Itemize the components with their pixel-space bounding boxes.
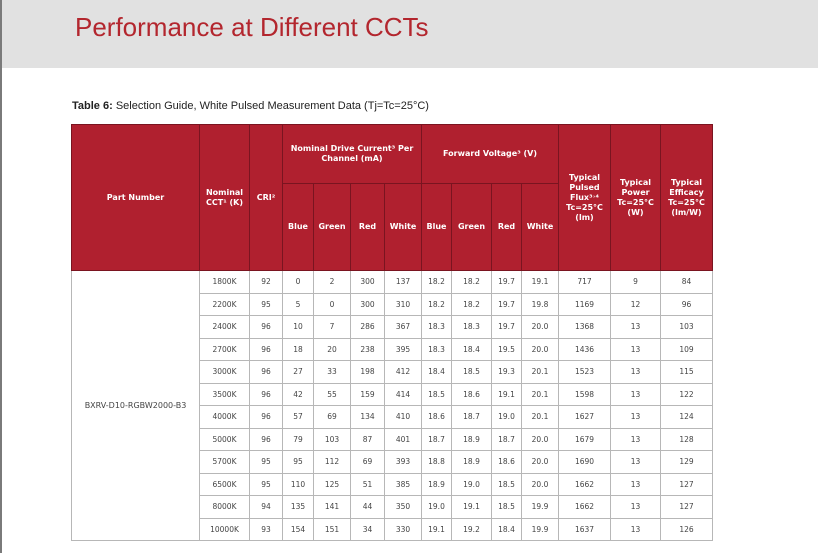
cell-voltage-green: 18.9 (452, 428, 492, 451)
cell-power: 13 (611, 496, 661, 519)
cell-power: 13 (611, 338, 661, 361)
header-current-red: Red (351, 184, 385, 271)
header-part-number: Part Number (72, 125, 200, 271)
table-caption (72, 100, 429, 112)
cell-current-blue: 5 (283, 293, 314, 316)
cell-voltage-blue: 18.9 (422, 473, 452, 496)
cell-efficacy: 103 (661, 316, 713, 339)
cell-current-green: 141 (314, 496, 351, 519)
cell-current-white: 350 (385, 496, 422, 519)
cell-efficacy: 129 (661, 451, 713, 474)
cell-current-white: 385 (385, 473, 422, 496)
cell-cri: 93 (250, 518, 283, 541)
cell-current-green: 20 (314, 338, 351, 361)
header-pulsed-flux: Typical Pulsed Flux³˒⁴ Tc=25°C (lm) (559, 125, 611, 271)
cell-cri: 96 (250, 383, 283, 406)
cell-current-blue: 42 (283, 383, 314, 406)
cell-voltage-green: 18.2 (452, 293, 492, 316)
cell-voltage-blue: 18.2 (422, 293, 452, 316)
cell-cri: 96 (250, 406, 283, 429)
header-forward-voltage: Forward Voltage³ (V) (422, 125, 559, 184)
cell-power: 13 (611, 428, 661, 451)
cell-voltage-blue: 18.5 (422, 383, 452, 406)
table-body (72, 271, 713, 541)
cell-current-blue: 27 (283, 361, 314, 384)
cell-efficacy: 127 (661, 473, 713, 496)
cell-nominal-cct: 4000K (200, 406, 250, 429)
cell-current-blue: 57 (283, 406, 314, 429)
header-voltage-blue: Blue (422, 184, 452, 271)
cell-current-blue: 95 (283, 451, 314, 474)
cell-pulsed-flux: 1662 (559, 496, 611, 519)
cell-current-green: 2 (314, 271, 351, 294)
cell-voltage-green: 18.5 (452, 361, 492, 384)
cell-pulsed-flux: 1637 (559, 518, 611, 541)
cell-current-red: 300 (351, 293, 385, 316)
cell-voltage-green: 18.6 (452, 383, 492, 406)
cell-voltage-green: 18.9 (452, 451, 492, 474)
cell-pulsed-flux: 1169 (559, 293, 611, 316)
cell-voltage-red: 19.5 (492, 338, 522, 361)
cell-voltage-white: 20.0 (522, 428, 559, 451)
cell-cri: 95 (250, 451, 283, 474)
cell-current-red: 286 (351, 316, 385, 339)
cell-voltage-green: 19.1 (452, 496, 492, 519)
cell-current-white: 414 (385, 383, 422, 406)
header-cri: CRI² (250, 125, 283, 271)
cell-voltage-green: 19.0 (452, 473, 492, 496)
cell-nominal-cct: 8000K (200, 496, 250, 519)
cell-nominal-cct: 10000K (200, 518, 250, 541)
cell-voltage-blue: 18.3 (422, 338, 452, 361)
cell-voltage-green: 18.7 (452, 406, 492, 429)
cell-current-white: 401 (385, 428, 422, 451)
cell-voltage-red: 18.6 (492, 451, 522, 474)
cell-nominal-cct: 1800K (200, 271, 250, 294)
cell-voltage-red: 19.7 (492, 271, 522, 294)
cell-voltage-white: 19.9 (522, 518, 559, 541)
cell-current-red: 51 (351, 473, 385, 496)
header-current-blue: Blue (283, 184, 314, 271)
cell-voltage-blue: 18.2 (422, 271, 452, 294)
cell-current-green: 0 (314, 293, 351, 316)
cell-power: 13 (611, 518, 661, 541)
cell-cri: 94 (250, 496, 283, 519)
cell-current-red: 159 (351, 383, 385, 406)
cell-cri: 96 (250, 361, 283, 384)
cell-pulsed-flux: 717 (559, 271, 611, 294)
cell-voltage-white: 20.1 (522, 383, 559, 406)
cell-voltage-red: 19.7 (492, 316, 522, 339)
header-voltage-white: White (522, 184, 559, 271)
cell-efficacy: 96 (661, 293, 713, 316)
cell-current-blue: 18 (283, 338, 314, 361)
cell-voltage-blue: 18.4 (422, 361, 452, 384)
cell-pulsed-flux: 1523 (559, 361, 611, 384)
cell-voltage-red: 19.3 (492, 361, 522, 384)
cell-current-white: 367 (385, 316, 422, 339)
cell-voltage-green: 18.2 (452, 271, 492, 294)
cell-voltage-red: 19.0 (492, 406, 522, 429)
cell-voltage-blue: 19.1 (422, 518, 452, 541)
cell-current-red: 69 (351, 451, 385, 474)
cell-voltage-red: 18.4 (492, 518, 522, 541)
cell-voltage-red: 19.1 (492, 383, 522, 406)
cell-cri: 96 (250, 316, 283, 339)
header-current-green: Green (314, 184, 351, 271)
cell-voltage-red: 18.7 (492, 428, 522, 451)
cell-current-blue: 79 (283, 428, 314, 451)
cell-pulsed-flux: 1436 (559, 338, 611, 361)
cell-power: 13 (611, 361, 661, 384)
cell-cri: 96 (250, 428, 283, 451)
table-row (72, 271, 713, 294)
cell-cri: 96 (250, 338, 283, 361)
cell-current-green: 125 (314, 473, 351, 496)
header-current-white: White (385, 184, 422, 271)
cell-pulsed-flux: 1690 (559, 451, 611, 474)
cell-voltage-white: 20.0 (522, 451, 559, 474)
cell-pulsed-flux: 1627 (559, 406, 611, 429)
cell-pulsed-flux: 1598 (559, 383, 611, 406)
cell-voltage-red: 18.5 (492, 496, 522, 519)
cell-current-red: 44 (351, 496, 385, 519)
cell-current-green: 112 (314, 451, 351, 474)
cell-pulsed-flux: 1679 (559, 428, 611, 451)
window-edge (0, 0, 2, 553)
table-header-row (72, 125, 713, 184)
cell-efficacy: 124 (661, 406, 713, 429)
cell-nominal-cct: 5700K (200, 451, 250, 474)
cell-power: 13 (611, 406, 661, 429)
table-caption-text: Selection Guide, White Pulsed Measurement Data (Tj=Tc=25°C) (112, 100, 429, 112)
cell-pulsed-flux: 1368 (559, 316, 611, 339)
cell-current-blue: 10 (283, 316, 314, 339)
cell-voltage-white: 19.1 (522, 271, 559, 294)
cell-nominal-cct: 2700K (200, 338, 250, 361)
cell-current-white: 310 (385, 293, 422, 316)
cell-power: 9 (611, 271, 661, 294)
cell-current-red: 87 (351, 428, 385, 451)
cell-efficacy: 109 (661, 338, 713, 361)
cell-voltage-white: 20.0 (522, 316, 559, 339)
cell-cri: 95 (250, 473, 283, 496)
cell-power: 13 (611, 473, 661, 496)
cell-current-white: 330 (385, 518, 422, 541)
cell-current-green: 7 (314, 316, 351, 339)
part-number-cell: BXRV-D10-RGBW2000-B3 (72, 271, 200, 541)
header-band (2, 0, 818, 68)
cell-voltage-white: 19.9 (522, 496, 559, 519)
cell-current-red: 300 (351, 271, 385, 294)
cell-current-white: 393 (385, 451, 422, 474)
cell-voltage-red: 18.5 (492, 473, 522, 496)
cell-current-blue: 135 (283, 496, 314, 519)
cell-voltage-blue: 18.7 (422, 428, 452, 451)
cell-current-blue: 154 (283, 518, 314, 541)
cell-cri: 95 (250, 293, 283, 316)
cell-current-white: 395 (385, 338, 422, 361)
cell-nominal-cct: 3500K (200, 383, 250, 406)
page-title: Performance at Different CCTs (75, 12, 429, 42)
cell-current-white: 137 (385, 271, 422, 294)
cell-voltage-blue: 18.3 (422, 316, 452, 339)
cell-voltage-red: 19.7 (492, 293, 522, 316)
cell-voltage-white: 20.1 (522, 361, 559, 384)
cell-nominal-cct: 3000K (200, 361, 250, 384)
cell-power: 13 (611, 451, 661, 474)
cell-power: 12 (611, 293, 661, 316)
cell-current-green: 103 (314, 428, 351, 451)
header-voltage-red: Red (492, 184, 522, 271)
cell-current-red: 238 (351, 338, 385, 361)
cell-voltage-white: 19.8 (522, 293, 559, 316)
cell-cri: 92 (250, 271, 283, 294)
cell-voltage-blue: 19.0 (422, 496, 452, 519)
cell-nominal-cct: 2400K (200, 316, 250, 339)
header-power: Typical Power Tc=25°C (W) (611, 125, 661, 271)
cell-voltage-white: 20.0 (522, 473, 559, 496)
cell-current-green: 55 (314, 383, 351, 406)
cell-current-blue: 0 (283, 271, 314, 294)
cell-voltage-white: 20.1 (522, 406, 559, 429)
cell-voltage-green: 18.3 (452, 316, 492, 339)
cell-voltage-blue: 18.8 (422, 451, 452, 474)
cell-efficacy: 122 (661, 383, 713, 406)
cell-current-white: 412 (385, 361, 422, 384)
cell-current-green: 151 (314, 518, 351, 541)
cell-power: 13 (611, 316, 661, 339)
cell-voltage-green: 19.2 (452, 518, 492, 541)
cell-current-red: 198 (351, 361, 385, 384)
cell-efficacy: 115 (661, 361, 713, 384)
header-voltage-green: Green (452, 184, 492, 271)
cell-current-white: 410 (385, 406, 422, 429)
header-drive-current: Nominal Drive Current³ Per Channel (mA) (283, 125, 422, 184)
cell-voltage-green: 18.4 (452, 338, 492, 361)
cell-efficacy: 126 (661, 518, 713, 541)
cell-voltage-blue: 18.6 (422, 406, 452, 429)
table-caption-label: Table 6: (72, 100, 113, 112)
cell-voltage-white: 20.0 (522, 338, 559, 361)
cell-nominal-cct: 2200K (200, 293, 250, 316)
cell-current-red: 34 (351, 518, 385, 541)
cell-pulsed-flux: 1662 (559, 473, 611, 496)
header-nominal-cct: Nominal CCT¹ (K) (200, 125, 250, 271)
cell-power: 13 (611, 383, 661, 406)
cell-nominal-cct: 5000K (200, 428, 250, 451)
cell-efficacy: 84 (661, 271, 713, 294)
cell-efficacy: 128 (661, 428, 713, 451)
cell-current-red: 134 (351, 406, 385, 429)
header-efficacy: Typical Efficacy Tc=25°C (lm/W) (661, 125, 713, 271)
cell-current-green: 33 (314, 361, 351, 384)
cell-efficacy: 127 (661, 496, 713, 519)
cell-current-green: 69 (314, 406, 351, 429)
cell-nominal-cct: 6500K (200, 473, 250, 496)
selection-guide-table (71, 124, 713, 541)
cell-current-blue: 110 (283, 473, 314, 496)
